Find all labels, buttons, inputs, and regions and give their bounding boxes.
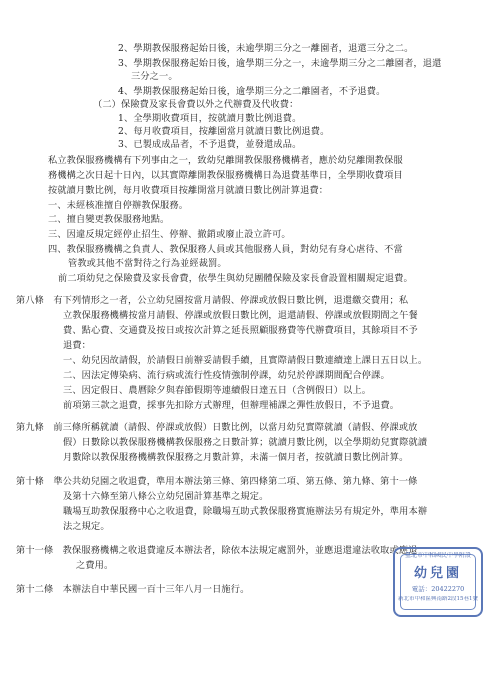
article-8-line: 第八條 有下列情形之一者，公立幼兒園按當月請假、停課或放假日數比例，退還繳交費用；私	[16, 295, 409, 306]
text-line: 月數除以教保服務機構教保服務之月數計算，未滿一個月者，按就讀日數比例計算。	[63, 452, 409, 463]
text-line: 3、學期教保服務起始日後，逾學期三分之一，未逾學期三分之二離園者，退還	[118, 58, 442, 69]
text-line: 私立教保服務機構有下列事由之一，致幼兒離開教保服務機構者，應於幼兒離開教保服	[48, 155, 403, 166]
text-line: 立教保服務機構按當月請假、停課或放假日數比例，退還請假、停課或放假期間之午餐	[63, 310, 418, 321]
text-line: 三、因違反規定經停止招生、停辦、撤銷或廢止設立許可。	[48, 229, 291, 240]
text-line: 管教或其他不當對待之行為並經裁罰。	[68, 258, 227, 269]
text-line: 務機構之次日起十日內，以其實際離開教保服務機構日為退費基準日，全學期收費項目	[48, 170, 403, 181]
text-line: 前二項幼兒之保險費及家長會費，依學生與幼兒團體保險及家長會設置相關規定退費。	[58, 273, 413, 284]
seal-phone: 電話：20422270	[411, 585, 465, 593]
text-line: （二）保險費及家長會費以外之代辦費及代收費：	[93, 99, 299, 110]
text-line: 2、學期教保服務起始日後，未逾學期三分之一離園者，退還三分之二。	[118, 43, 414, 54]
text-line: 職場互助教保服務中心之收退費，除職場互助式教保服務實施辦法另有規定外，準用本辦	[63, 506, 428, 517]
text-line: 前項第三款之退費，採事先扣除方式辦理，但辦理補課之彈性放假日，不予退費。	[63, 400, 400, 411]
text-line: 費、點心費、交通費及按日或按次計算之延長照顧服務費等代辦費項目，其餘項目不予	[63, 325, 418, 336]
text-line: 2、每月收費項目，按離園當月就讀日數比例退費。	[118, 126, 330, 137]
text-line: 二、因法定傳染病、流行病或流行性疫情強制停課，幼兒於停課期間配合停課。	[63, 370, 390, 381]
text-line: 按就讀月數比例，每月收費項目按離開當月就讀日數比例計算退費：	[48, 185, 329, 196]
seal-top-text: 臺北市中和國民中學附設	[404, 552, 471, 559]
seal-bottom-text: 新北市中和區興南路2段15巷1號	[398, 596, 478, 602]
official-seal	[393, 547, 483, 617]
text-line: 假）日數除以教保服務機構教保服務之日數計算；就讀月數比例，以全學期幼兒實際就讀	[63, 437, 428, 448]
article-9-line: 第九條 前三條所稱就讀（請假、停課或放假）日數比例，以當月幼兒實際就讀（請假、停課或放	[16, 422, 418, 433]
text-line: 3、已製成成品者，不予退費，並發還成品。	[118, 139, 302, 150]
text-line: 三、因定假日、農曆除夕與春節假期等連續假日達五日（含例假日）以上。	[63, 385, 372, 396]
text-line: 法之規定。	[63, 521, 110, 532]
text-line: 二、擅自變更教保服務地點。	[48, 214, 170, 225]
text-line: 4、學期教保服務起始日後，逾學期三分之二離園者，不予退費。	[118, 86, 386, 97]
text-line: 退費：	[63, 340, 92, 351]
text-line: 三分之一。	[131, 71, 178, 82]
text-line: 一、幼兒因故請假，於請假日前辦妥請假手續，且實際請假日數連續達上課日五日以上。	[63, 355, 428, 366]
text-line: 及第十六條至第八條公立幼兒園計算基準之規定。	[63, 491, 269, 502]
text-line: 四、教保服務機構之負責人、教保服務人員或其他服務人員，對幼兒有身心虐待、不當	[48, 244, 403, 255]
text-line: 一、未經核准擅自停辦教保服務。	[48, 200, 189, 211]
text-line: 1、全學期收費項目，按就讀月數比例退費。	[118, 113, 302, 124]
article-11-line: 第十一條 教保服務機構之收退費違反本辦法者，除依本法規定處罰外，並應退還違法收取或應退	[16, 545, 418, 556]
text-line: 之費用。	[76, 560, 114, 571]
article-10-line: 第十條 準公共幼兒園之收退費，準用本辦法第三條、第四條第二項、第五條、第九條、第十一條	[16, 476, 418, 487]
seal-title: 幼兒園	[413, 566, 462, 581]
article-12-line: 第十二條 本辦法自中華民國一百十三年八月一日施行。	[16, 584, 250, 595]
